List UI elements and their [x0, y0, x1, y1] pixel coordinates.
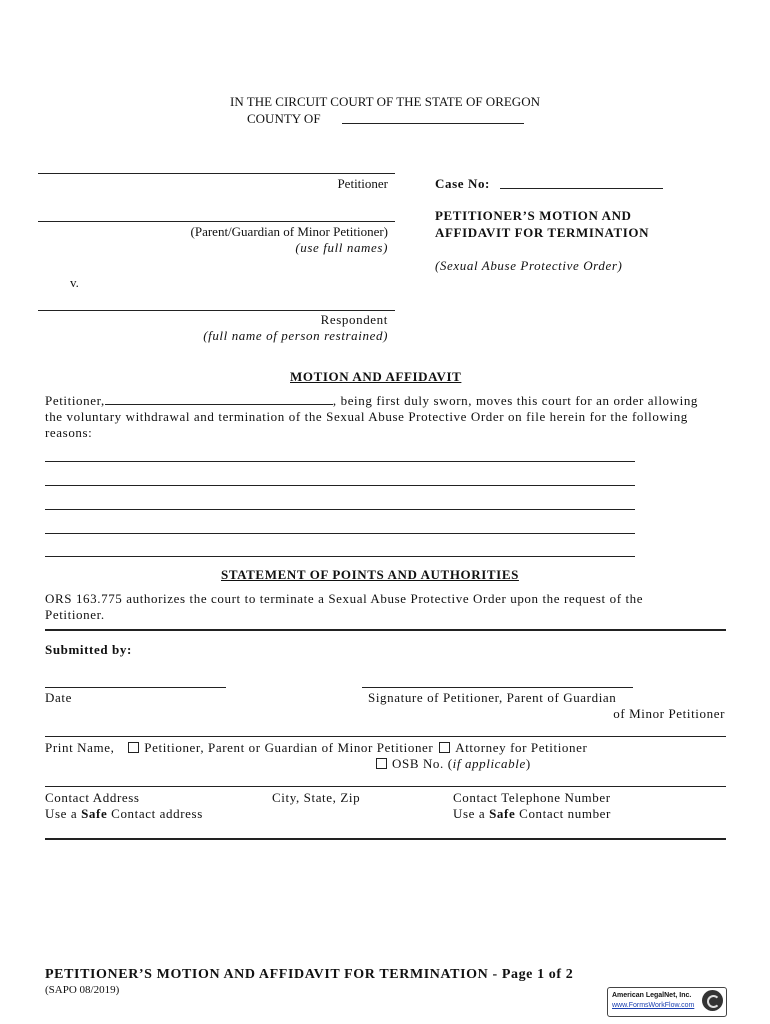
divider-4 — [45, 838, 726, 840]
respondent-label: Respondent — [320, 312, 388, 327]
osb-italic: if applicable — [452, 756, 526, 771]
reason-line-2[interactable] — [45, 485, 635, 486]
osb-checkbox[interactable] — [376, 758, 387, 769]
divider-2 — [45, 736, 726, 737]
use-full-names-note: (use full names) — [295, 240, 388, 255]
address-note-post: Contact address — [107, 806, 203, 821]
city-state-zip-label: City, State, Zip — [272, 790, 361, 805]
address-note-bold: Safe — [81, 806, 108, 821]
court-heading: IN THE CIRCUIT COURT OF THE STATE OF OREGON — [230, 94, 540, 109]
option-petitioner-label: Petitioner, Parent or Guardian of Minor Petitioner — [144, 740, 434, 755]
osb-row — [376, 756, 531, 772]
county-blank[interactable] — [342, 123, 524, 124]
address-note-pre: Use a — [45, 806, 82, 821]
option-attorney-label: Attorney for Petitioner — [455, 740, 588, 755]
contact-address-note — [45, 806, 203, 822]
county-label: COUNTY OF — [247, 111, 321, 126]
parent-guardian-line[interactable] — [38, 221, 395, 222]
print-name-label: Print Name, — [45, 740, 115, 755]
contact-phone-label: Contact Telephone Number — [453, 790, 611, 805]
motion-line2: the voluntary withdrawal and termination of the Sexual Abuse Protective Order on file herein for the following — [45, 409, 688, 424]
case-no-blank[interactable] — [500, 188, 663, 189]
signature-line[interactable] — [362, 687, 633, 688]
case-title-line1: PETITIONER’S MOTION AND — [435, 208, 632, 223]
statement-line2: Petitioner. — [45, 607, 105, 622]
footer-title: PETITIONER’S MOTION AND AFFIDAVIT FOR TERMINATION - Page 1 of 2 — [45, 967, 574, 982]
case-title-line2: AFFIDAVIT FOR TERMINATION — [435, 225, 650, 240]
reason-line-1[interactable] — [45, 461, 635, 462]
phone-note-bold: Safe — [489, 806, 516, 821]
publisher-link[interactable]: www.FormsWorkFlow.com — [612, 1002, 695, 1009]
signature-label-2: of Minor Petitioner — [613, 706, 725, 721]
publisher-emblem-icon — [702, 990, 723, 1011]
divider-1 — [45, 629, 726, 631]
phone-note-post: Contact number — [515, 806, 611, 821]
respondent-note: (full name of person restrained) — [203, 328, 388, 343]
motion-heading: MOTION AND AFFIDAVIT — [290, 369, 462, 384]
case-subtitle: (Sexual Abuse Protective Order) — [435, 258, 623, 273]
petitioner-prefix: Petitioner, — [45, 393, 105, 408]
contact-phone-note — [453, 806, 611, 822]
submitted-label: Submitted by: — [45, 642, 132, 657]
attorney-checkbox[interactable] — [439, 742, 450, 753]
reason-line-3[interactable] — [45, 509, 635, 510]
parent-guardian-label: (Parent/Guardian of Minor Petitioner) — [190, 224, 388, 239]
respondent-name-line[interactable] — [38, 310, 395, 311]
publisher-logo — [607, 987, 727, 1017]
reason-line-5[interactable] — [45, 556, 635, 557]
divider-3 — [45, 786, 726, 787]
case-no-label: Case No: — [435, 176, 490, 191]
petitioner-name-blank[interactable] — [105, 393, 333, 405]
motion-line1 — [45, 393, 698, 409]
phone-note-pre: Use a — [453, 806, 490, 821]
date-line[interactable] — [45, 687, 226, 688]
statement-heading: STATEMENT OF POINTS AND AUTHORITIES — [221, 567, 519, 582]
contact-address-label: Contact Address — [45, 790, 140, 805]
osb-close: ) — [525, 756, 531, 771]
motion-line3: reasons: — [45, 425, 93, 440]
reason-line-4[interactable] — [45, 533, 635, 534]
petitioner-checkbox[interactable] — [128, 742, 139, 753]
print-name-row — [45, 740, 587, 756]
statement-line1: ORS 163.775 authorizes the court to terminate a Sexual Abuse Protective Order upon the request of the — [45, 591, 644, 606]
sworn-text: , being first duly sworn, moves this court for an order allowing — [332, 393, 699, 408]
publisher-name: American LegalNet, Inc. — [612, 992, 692, 999]
signature-label: Signature of Petitioner, Parent of Guardian — [368, 690, 617, 705]
date-label: Date — [45, 690, 72, 705]
versus-label: v. — [70, 275, 79, 290]
petitioner-label: Petitioner — [337, 176, 388, 191]
form-code: (SAPO 08/2019) — [45, 984, 120, 996]
petitioner-name-line[interactable] — [38, 173, 395, 174]
osb-label: OSB No. ( — [392, 756, 453, 771]
